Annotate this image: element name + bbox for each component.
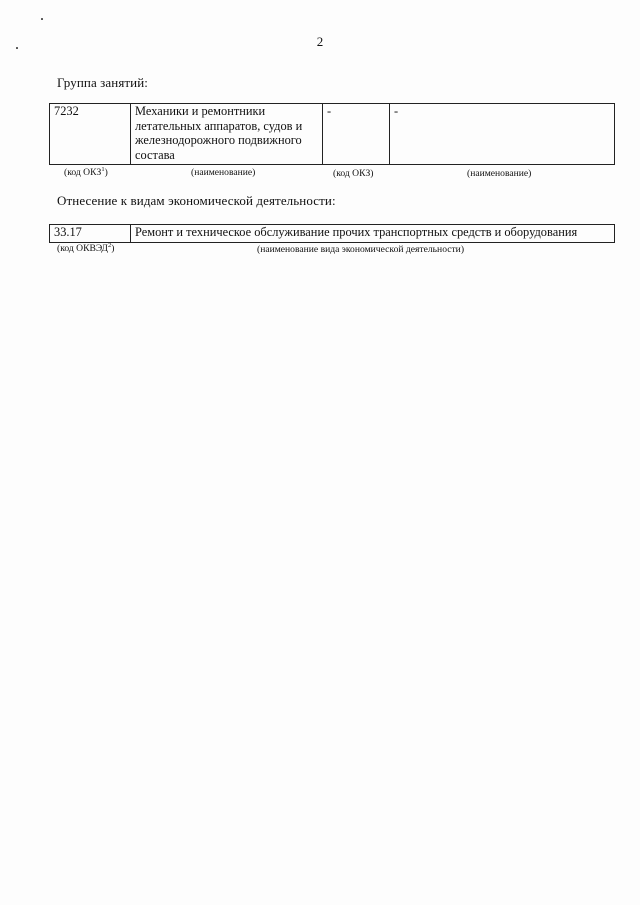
okved-code-cell: 33.17 <box>50 225 131 243</box>
occupation-name2-cell: - <box>390 104 615 165</box>
activity-name-cell: Ремонт и техническое обслуживание прочих транспортных средств и оборудования <box>131 225 615 243</box>
table-row <box>50 225 615 243</box>
page-number: 2 <box>316 34 324 49</box>
occupation-name2-caption: (наименование) <box>467 168 532 179</box>
economic-activity-table <box>49 224 615 243</box>
okz-code2-cell: - <box>323 104 390 165</box>
okz-code-cell: 7232 <box>50 104 131 165</box>
occupation-group-table <box>49 103 615 165</box>
occupation-group-title: Группа занятий: <box>57 75 149 90</box>
occupation-name-caption: (наименование) <box>191 167 256 178</box>
okved-code-caption: (код ОКВЭД$^2$) <box>57 241 115 254</box>
okz-code-caption: (код ОКЗ$^1$) <box>64 165 108 178</box>
table-row <box>50 104 615 165</box>
activity-name-caption: (наименование вида экономической деятельности) <box>257 244 465 255</box>
economic-activity-title: Отнесение к видам экономической деятельности: <box>57 193 336 208</box>
occupation-name-cell: Механики и ремонтники летательных аппаратов, судов и железнодорожного подвижного состава <box>131 104 323 165</box>
scan-speck <box>41 18 43 20</box>
okz-code2-caption: (код ОКЗ) <box>333 168 374 179</box>
